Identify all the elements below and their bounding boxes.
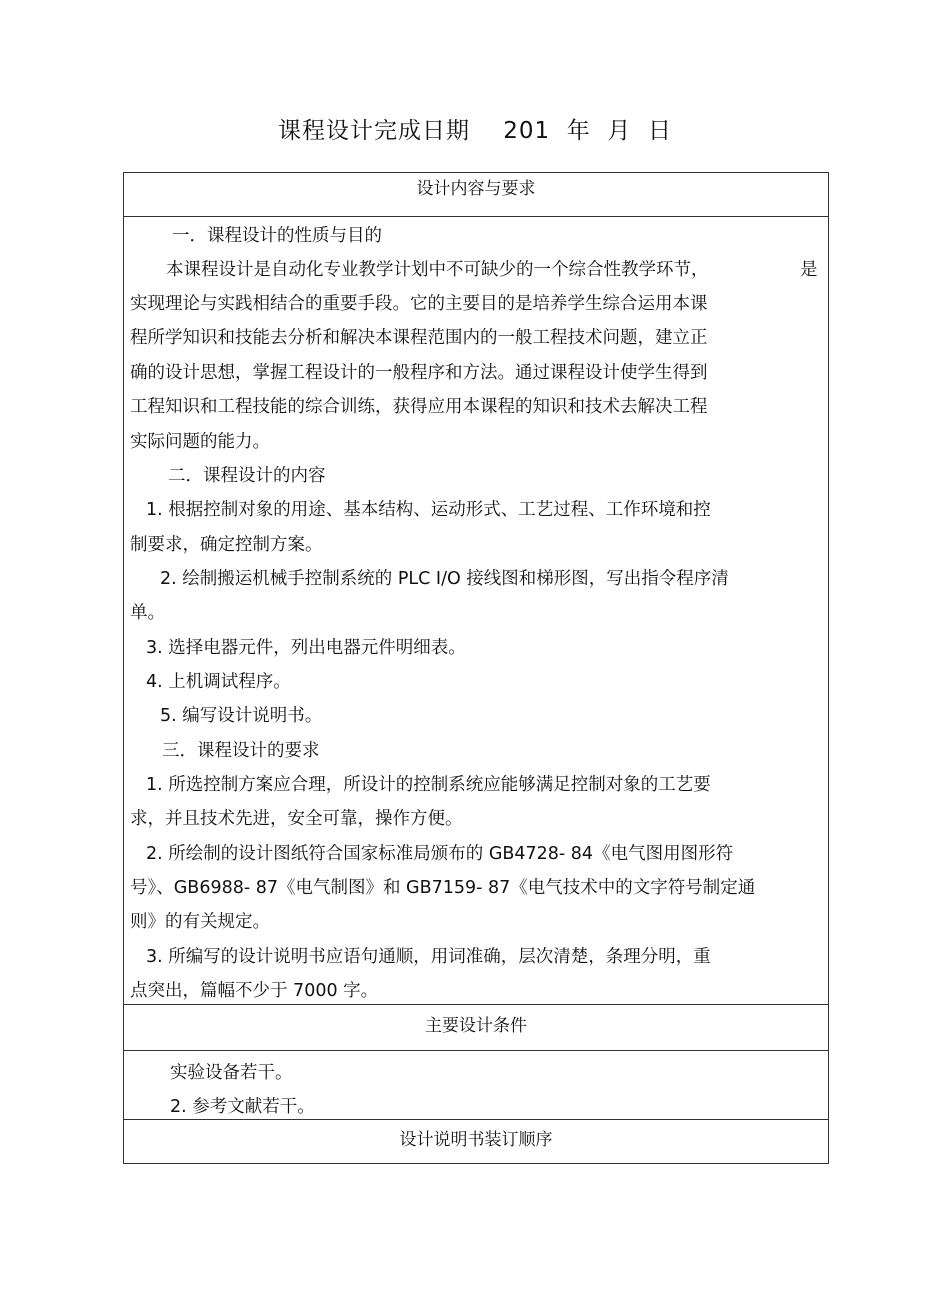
- main-conditions-header: 主要设计条件: [425, 1016, 527, 1036]
- section-heading: 三．课程设计的要求: [162, 741, 320, 761]
- body-line: 实现理论与实践相结合的重要手段。它的主要目的是培养学生综合运用本课: [130, 294, 708, 314]
- body-line: 确的设计思想，掌握工程设计的一般程序和方法。通过课程设计使学生得到: [130, 363, 708, 383]
- binding-order-header: 设计说明书装订顺序: [399, 1130, 553, 1150]
- list-item: 2. 所绘制的设计图纸符合国家标准局颁布的 GB4728- 84《电气图用图形符: [146, 844, 734, 864]
- body-line: 实际问题的能力。: [130, 432, 270, 452]
- list-item: 4. 上机调试程序。: [146, 672, 291, 692]
- list-item: 3. 所编写的设计说明书应语句通顺，用词准确，层次清楚，条理分明，重: [146, 947, 711, 967]
- table-divider: [123, 1119, 829, 1120]
- page-title: 课程设计完成日期 201 年 月 日: [277, 118, 672, 144]
- list-item: 3. 选择电器元件，列出电器元件明细表。: [146, 638, 466, 658]
- condition-item: 2. 参考文献若干。: [170, 1097, 315, 1117]
- list-item: 求，并且技术先进，安全可靠，操作方便。: [130, 809, 463, 829]
- design-content-header: 设计内容与要求: [416, 179, 536, 199]
- section-heading: 二．课程设计的内容: [168, 466, 326, 486]
- table-divider: [123, 216, 829, 217]
- list-item: 点突出，篇幅不少于 7000 字。: [130, 981, 379, 1001]
- list-item: 号》、GB6988- 87《电气制图》和 GB7159- 87《电气技术中的文字符号制定通: [130, 878, 756, 898]
- list-item: 1. 根据控制对象的用途、基本结构、运动形式、工艺过程、工作环境和控: [146, 500, 711, 520]
- condition-item: 实验设备若干。: [170, 1063, 293, 1083]
- list-item: 2. 绘制搬运机械手控制系统的 PLC I/O 接线图和梯形图，写出指令程序清: [160, 569, 729, 589]
- body-line: 是: [800, 260, 818, 280]
- list-item: 1. 所选控制方案应合理，所设计的控制系统应能够满足控制对象的工艺要: [146, 775, 711, 795]
- list-item: 单。: [130, 603, 165, 623]
- list-item: 则》的有关规定。: [130, 912, 270, 932]
- table-divider: [123, 1004, 829, 1005]
- section-heading: 一．课程设计的性质与目的: [172, 226, 382, 246]
- body-line: 工程知识和工程技能的综合训练，获得应用本课程的知识和技术去解决工程: [130, 397, 708, 417]
- body-line: 本课程设计是自动化专业教学计划中不可缺少的一个综合性教学环节，: [166, 260, 709, 280]
- list-item: 制要求，确定控制方案。: [130, 535, 323, 555]
- list-item: 5. 编写设计说明书。: [160, 706, 323, 726]
- body-line: 程所学知识和技能去分析和解决本课程范围内的一般工程技术问题，建立正: [130, 328, 708, 348]
- table-divider: [123, 1050, 829, 1051]
